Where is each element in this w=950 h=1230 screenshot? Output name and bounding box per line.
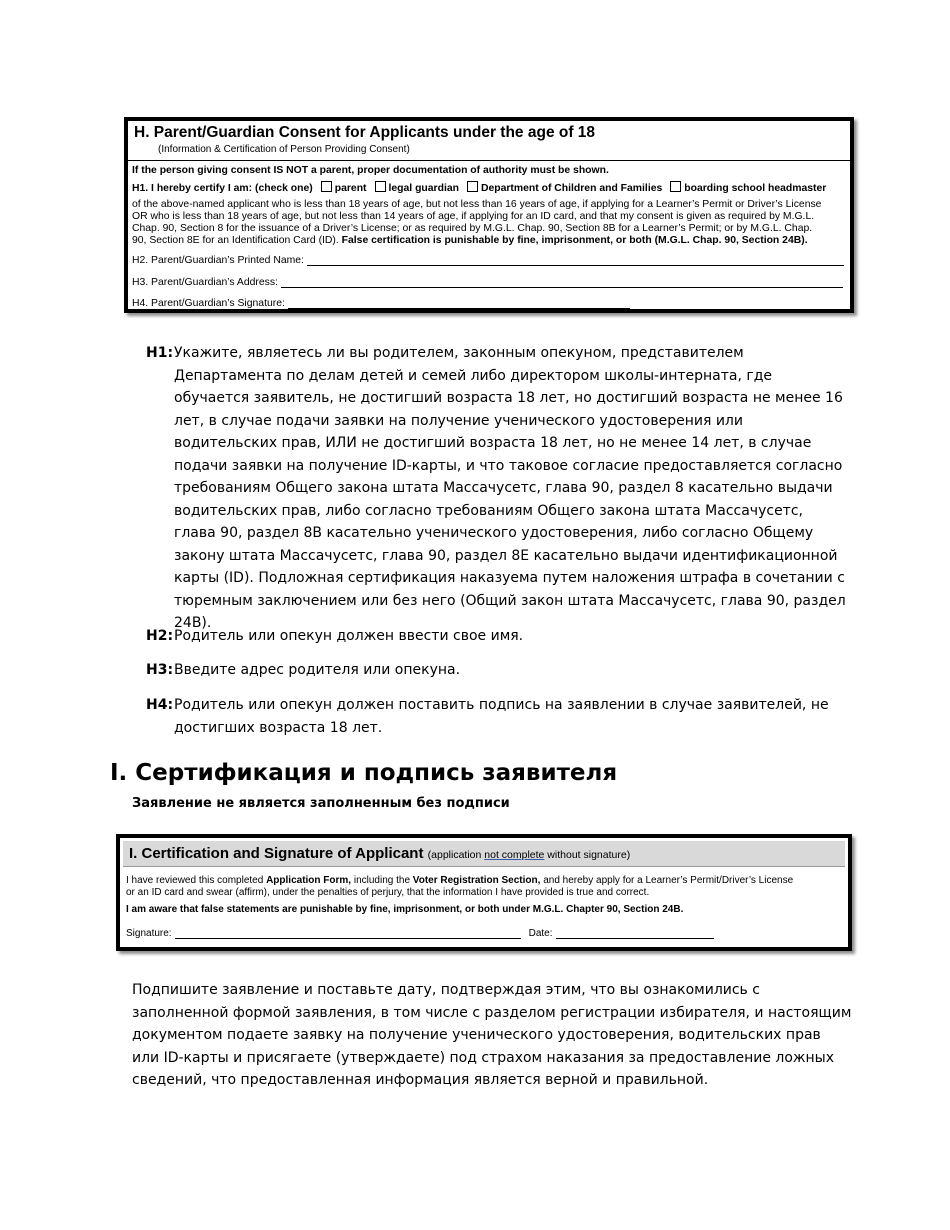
form-h-body-line: OR who is less than 18 years of age, but not less than 14 years of age, if applying for an ID card, and that my consent is given as required by M.G.L. — [132, 211, 815, 222]
option-dcf: Department of Children and Families — [480, 183, 663, 194]
form-i-text: and hereby apply for a Learner’s Permit/Driver’s License — [540, 875, 794, 886]
form-h-last-line: 90, Section 8E for an Identification Card (ID). — [132, 235, 342, 246]
instruction-label: H3: — [146, 662, 174, 678]
form-i-note-prefix: (application — [427, 849, 485, 861]
option-headmaster: boarding school headmaster — [684, 183, 827, 194]
form-h-h2-label: H2. Parent/Guardian’s Printed Name: — [132, 255, 304, 266]
address-line — [281, 277, 843, 288]
form-i-signature-line — [175, 928, 521, 939]
form-h-h4-label: H4. Parent/Guardian’s Signature: — [132, 298, 285, 309]
form-h-certify-label: H1. I hereby certify I am: (check one) — [132, 183, 313, 194]
form-i-bold-text: Application Form, — [266, 875, 352, 886]
instruction-h1 — [146, 342, 846, 635]
checkbox-headmaster — [670, 181, 681, 192]
instruction-text: Укажите, являетесь ли вы родителем, законным опекуном, представителем Департамента по делам детей и семей либо директором школы-интерната, где обучается заявитель, не достигший возраста 18 лет, но достигший возраста не менее 16 лет, в случае подачи заявки на получение ученического удостоверения или водительских прав, ИЛИ не достигший возраста 18 лет, но не менее 14 лет, в случае подачи заявки на получение ID-карты, и что таковое согласие предоставляется согласно требованиям Общего закона штата Массачусетс, глава 90, раздел 8 касательно выдачи водительских прав, либо согласно требованиям Общего закона штата Массачусетс, глава 90, раздел 8B касательно ученического удостоверения, либо согласно Общему закону штата Массачусетс, глава 90, раздел 8E касательно выдачи идентификационной карты (ID). Подложная сертификация наказуема путем наложения штрафа в сочетании с тюремным заключением или без него (Общий закон штата Массачусетс, глава 90, раздел 24B). — [174, 345, 846, 631]
form-h-penalty-text: False certification is punishable by fine, imprisonment, or both (M.G.L. Chap. 90, Section 24B). — [341, 235, 808, 246]
form-h-certify-row — [132, 181, 846, 195]
signature-line — [288, 298, 630, 309]
form-i-line-1 — [126, 875, 842, 887]
form-h-body-line — [132, 235, 846, 247]
form-i-signature-row — [126, 928, 844, 939]
instruction-h2 — [146, 625, 846, 648]
section-i-subheading: Заявление не является заполненным без подписи — [132, 796, 510, 811]
instruction-h4 — [146, 694, 846, 739]
instruction-label: H1: — [146, 345, 174, 361]
printed-name-line — [307, 255, 844, 266]
instruction-text: Введите адрес родителя или опекуна. — [174, 662, 461, 678]
form-i-line-2: or an ID card and swear (affirm), under the penalties of perjury, that the information I have provided is true and correct. — [126, 887, 650, 898]
form-h-title: H. Parent/Guardian Consent for Applicants under the age of 18 — [134, 124, 596, 141]
option-legal-guardian: legal guardian — [388, 183, 459, 194]
parent-consent-form-excerpt — [124, 117, 854, 313]
instruction-text: Родитель или опекун должен поставить подпись на заявлении в случае заявителей, не достигших возраста 18 лет. — [174, 697, 829, 736]
form-i-title-row — [129, 845, 630, 862]
form-i-note-underlined: not complete — [484, 849, 545, 861]
form-h-subtitle: (Information & Certification of Person Providing Consent) — [158, 144, 410, 155]
form-i-text: including the — [351, 875, 413, 886]
section-i-heading: I. Сертификация и подпись заявителя — [110, 760, 618, 786]
form-h-printed-name-row — [132, 255, 846, 266]
form-i-title: I. Certification and Signature of Applicant — [129, 845, 424, 862]
form-i-note — [428, 849, 631, 861]
form-h-body-line: Chap. 90, Section 8 for the issuance of a Driver’s License; or as required by M.G.L. Chap. 90, Section 8B for a Learner’s Permit; or by M.G.L. Chap. — [132, 223, 813, 234]
instruction-h3 — [146, 659, 846, 682]
instruction-label: H2: — [146, 628, 174, 644]
checkbox-parent — [321, 181, 332, 192]
instruction-label: H4: — [146, 697, 174, 713]
form-h-address-row — [132, 277, 846, 288]
form-i-date-line — [556, 928, 714, 939]
form-i-signature-label: Signature: — [126, 928, 172, 939]
checkbox-legal-guardian — [375, 181, 386, 192]
form-i-date-label: Date: — [528, 928, 553, 939]
form-h-signature-row — [132, 298, 846, 309]
form-i-line-3: I am aware that false statements are punishable by fine, imprisonment, or both under M.G.L. Chapter 90, Section 24B. — [126, 904, 684, 915]
form-h-notice: If the person giving consent IS NOT a parent, proper documentation of authority must be shown. — [132, 165, 609, 176]
checkbox-dcf — [467, 181, 478, 192]
form-h-header — [128, 121, 850, 161]
form-i-header — [123, 841, 845, 867]
form-h-h3-label: H3. Parent/Guardian’s Address: — [132, 277, 278, 288]
form-i-bold-text: Voter Registration Section, — [412, 875, 541, 886]
instruction-text: Родитель или опекун должен ввести свое имя. — [174, 628, 524, 644]
form-h-body-line: of the above-named applicant who is less than 18 years of age, but not less than 16 years of age, if applying for a Learner’s Permit or Driver’s License — [132, 199, 822, 210]
applicant-certification-form-excerpt — [116, 834, 852, 951]
option-parent: parent — [334, 183, 367, 194]
form-i-text: I have reviewed this completed — [126, 875, 267, 886]
form-i-note-suffix: without signature) — [544, 849, 631, 861]
closing-paragraph: Подпишите заявление и поставьте дату, подтверждая этим, что вы ознакомились с заполненной формой заявления, в том числе с разделом регистрации избирателя, и настоящим документом подаете заявку на получение ученического удостоверения, водительских прав или ID-карты и присягаете (утверждаете) под страхом наказания за предоставление ложных сведений, что предоставленная информация является верной и правильной. — [132, 982, 852, 1088]
